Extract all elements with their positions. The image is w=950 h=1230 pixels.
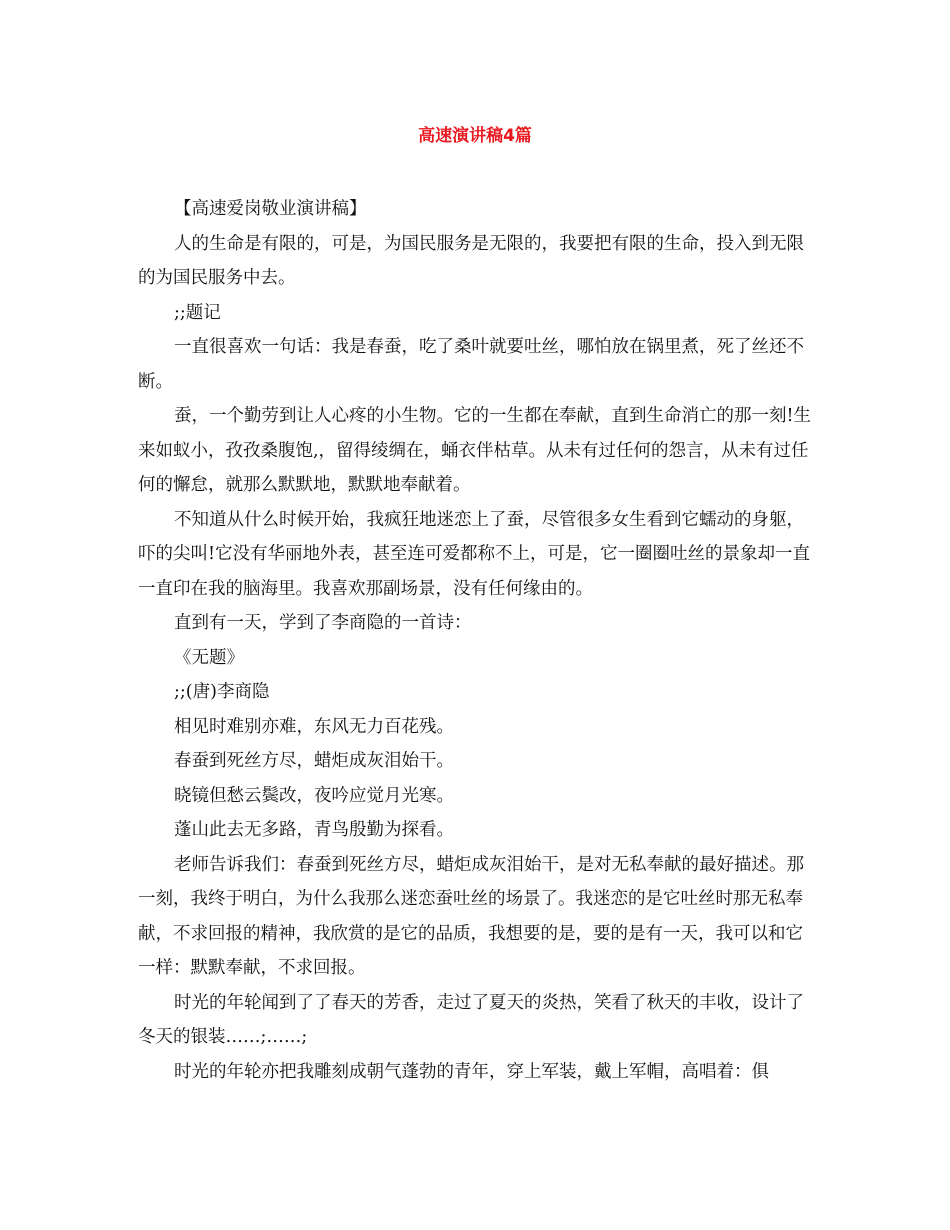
document-title: 高速演讲稿4篇 (418, 126, 532, 146)
paragraph-epigraph-note: ;;题记 (174, 302, 221, 323)
paragraph: 人的生命是有限的，可是，为国民服务是无限的，我要把有限的生命，投入到无限的为国民服务中去。 (138, 233, 804, 288)
poem-author: ;;(唐)李商隐 (174, 682, 270, 702)
paragraph: 时光的年轮亦把我雕刻成朝气蓬勃的青年，穿上军装，戴上军帽，高唱着：俱 (174, 1061, 769, 1082)
poem-line: 晓镜但愁云鬓改，夜吟应觉月光寒。 (174, 785, 454, 806)
paragraph: 老师告诉我们：春蚕到死丝方尽，蜡炬成灰泪始干，是对无私奉献的最好描述。那一刻，我终于明白，为什么我那么迷恋蚕吐丝的场景了。我迷恋的是它吐丝时那无私奉献，不求回报的精神，我欣赏的是它的品质，我想要的是，要的是有一天，我可以和它一样：默默奉献，不求回报。 (138, 854, 804, 978)
poem-line: 蓬山此去无多路，青鸟殷勤为探看。 (174, 820, 454, 840)
paragraph: 一直很喜欢一句话：我是春蚕，吃了桑叶就要吐丝，哪怕放在锅里煮，死了丝还不断。 (138, 337, 804, 392)
paragraph: 直到有一天，学到了李商隐的一首诗： (174, 613, 472, 633)
poem-line: 春蚕到死丝方尽，蜡炬成灰泪始干。 (174, 751, 454, 771)
poem-title: 《无题》 (174, 647, 244, 668)
paragraph: 蚕，一个勤劳到让人心疼的小生物。它的一生都在奉献，直到生命消亡的那一刻!生来如蚁小，孜孜桑腹饱,，留得绫绸在，蛹衣伴枯草。从未有过任何的怨言，从未有过任何的懈怠，就那么默默地，默默地奉献着。 (138, 406, 812, 495)
paragraph: 不知道从什么时候开始，我疯狂地迷恋上了蚕，尽管很多女生看到它蠕动的身躯，吓的尖叫!它没有华丽地外表，甚至连可爱都称不上，可是，它一圈圈吐丝的景象却一直一直印在我的脑海里。我喜欢那副场景，没有任何缘由的。 (138, 509, 811, 599)
paragraph: 时光的年轮闻到了了春天的芳香，走过了夏天的炎热，笑看了秋天的丰收，设计了冬天的银装……;……; (138, 992, 804, 1047)
document-body (138, 192, 814, 1089)
paragraph-heading: 【高速爱岗敬业演讲稿】 (174, 199, 367, 219)
poem-line: 相见时难别亦难，东风无力百花残。 (174, 716, 454, 737)
